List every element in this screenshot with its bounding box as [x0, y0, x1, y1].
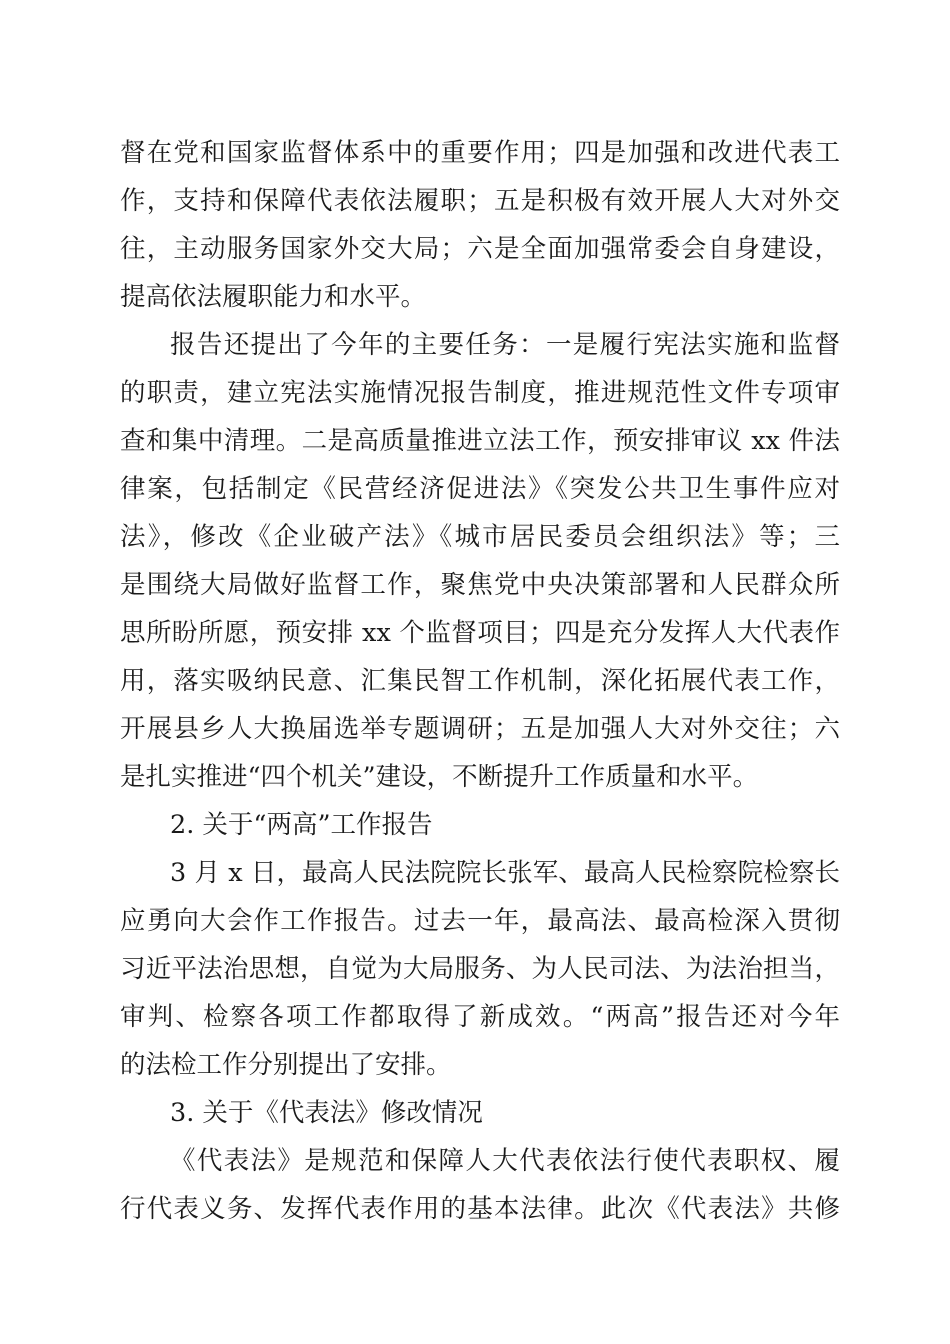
- body-text-line: 作，支持和保障代表依法履职；五是积极有效开展人大对外交: [120, 186, 840, 216]
- paragraph-first-line: 《代表法》是规范和保障人大代表依法行使代表职权、履: [170, 1146, 840, 1176]
- body-text-line: 是围绕大局做好监督工作，聚焦党中央决策部署和人民群众所: [120, 570, 840, 600]
- paragraph-first-line: 3 月 x 日，最高人民法院院长张军、最高人民检察院检察长: [170, 858, 840, 888]
- body-text-line: 律案，包括制定《民营经济促进法》《突发公共卫生事件应对: [120, 474, 840, 504]
- body-text-line: 行代表义务、发挥代表作用的基本法律。此次《代表法》共修: [120, 1194, 840, 1224]
- body-text-line: 习近平法治思想，自觉为大局服务、为人民司法、为法治担当，: [120, 954, 840, 984]
- body-text-line: 应勇向大会作工作报告。过去一年，最高法、最高检深入贯彻: [120, 906, 840, 936]
- section-heading: 2. 关于“两高”工作报告: [170, 810, 433, 840]
- body-text-line: 往，主动服务国家外交大局；六是全面加强常委会自身建设，: [120, 234, 840, 264]
- body-text-line: 审判、检察各项工作都取得了新成效。“两高”报告还对今年: [120, 1002, 840, 1032]
- body-text-line: 用，落实吸纳民意、汇集民智工作机制，深化拓展代表工作，: [120, 666, 840, 696]
- paragraph-first-line: 报告还提出了今年的主要任务：一是履行宪法实施和监督: [170, 330, 840, 360]
- body-text-line: 是扎实推进“四个机关”建设，不断提升工作质量和水平。: [120, 762, 759, 792]
- section-heading: 3. 关于《代表法》修改情况: [170, 1098, 483, 1128]
- body-text-line: 的法检工作分别提出了安排。: [120, 1050, 452, 1080]
- body-text-line: 开展县乡人大换届选举专题调研；五是加强人大对外交往；六: [120, 714, 840, 744]
- body-text-line: 查和集中清理。二是高质量推进立法工作，预安排审议 xx 件法: [120, 426, 840, 456]
- body-text-line: 法》，修改《企业破产法》《城市居民委员会组织法》等；三: [120, 522, 840, 552]
- body-text-line: 思所盼所愿，预安排 xx 个监督项目；四是充分发挥人大代表作: [120, 618, 840, 648]
- body-text-line: 督在党和国家监督体系中的重要作用；四是加强和改进代表工: [120, 138, 840, 168]
- body-text-line: 的职责，建立宪法实施情况报告制度，推进规范性文件专项审: [120, 378, 840, 408]
- body-text-line: 提高依法履职能力和水平。: [120, 282, 427, 312]
